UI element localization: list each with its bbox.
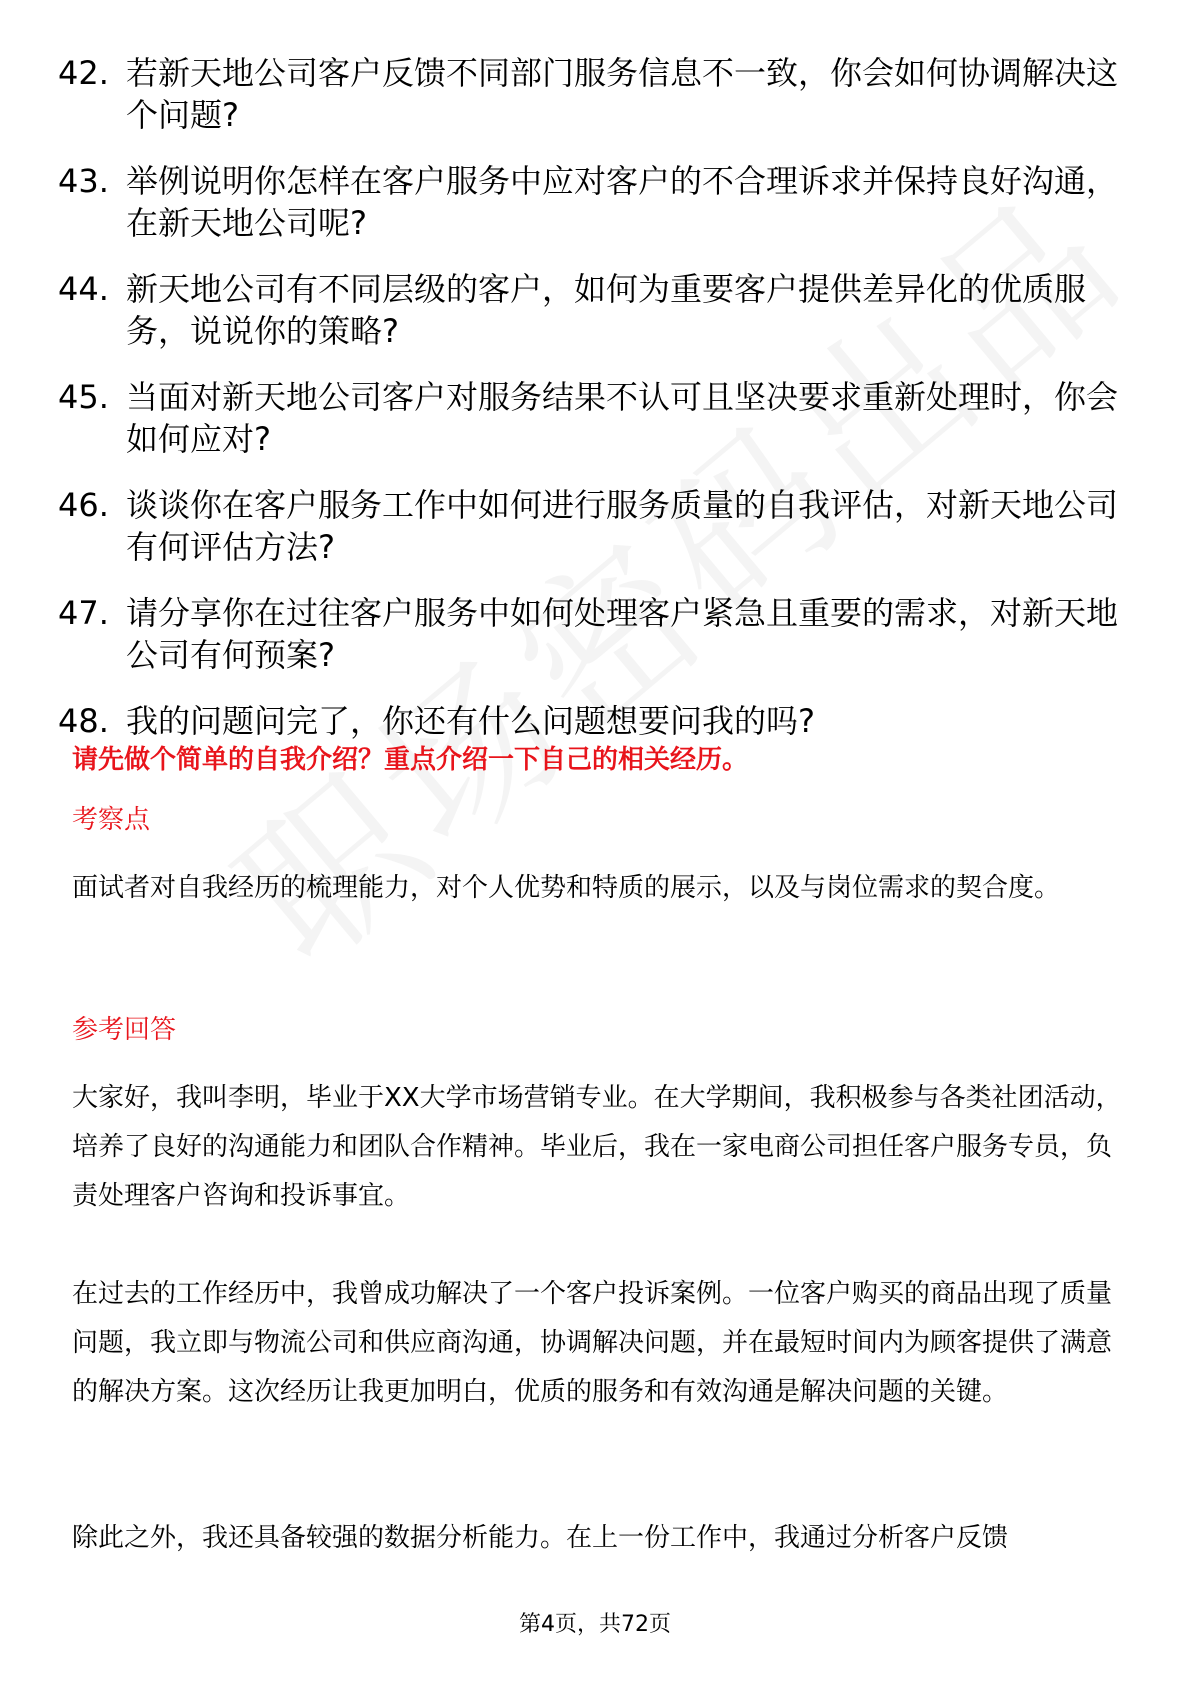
list-item (58, 484, 1118, 568)
question-text: 举例说明你怎样在客户服务中应对客户的不合理诉求并保持良好沟通，在新天地公司呢? (126, 162, 1119, 242)
answer-paragraph: 在过去的工作经历中，我曾成功解决了一个客户投诉案例。一位客户购买的商品出现了质量问题，我立即与物流公司和供应商沟通，协调解决问题，并在最短时间内为顾客提供了满意的解决方案。这次经历让我更加明白，优质的服务和有效沟通是解决问题的关键。 (72, 1279, 1113, 1407)
list-item (58, 592, 1118, 676)
question-number: 44. (58, 270, 109, 308)
question-text: 新天地公司有不同层级的客户，如何为重要客户提供差异化的优质服务，说说你的策略? (126, 270, 1087, 350)
list-item (58, 160, 1118, 244)
question-number: 47. (58, 594, 109, 632)
question-number: 48. (58, 702, 109, 740)
focus-heading: 考察点 (72, 805, 151, 835)
intro-question: 请先做个简单的自我介绍？重点介绍一下自己的相关经历。 (72, 745, 749, 775)
question-text: 我的问题问完了，你还有什么问题想要问我的吗? (126, 702, 815, 740)
list-item (58, 52, 1118, 136)
answer-paragraph: 大家好，我叫李明，毕业于XX大学市场营销专业。在大学期间，我积极参与各类社团活动，培养了良好的沟通能力和团队合作精神。毕业后，我在一家电商公司担任客户服务专员，负责处理客户咨询和投诉事宜。 (72, 1083, 1122, 1211)
question-number: 46. (58, 486, 109, 524)
question-text: 当面对新天地公司客户对服务结果不认可且坚决要求重新处理时，你会如何应对? (126, 378, 1119, 458)
answer-paragraph: 除此之外，我还具备较强的数据分析能力。在上一份工作中，我通过分析客户反馈 (72, 1523, 1009, 1553)
question-number: 43. (58, 162, 109, 200)
question-number: 45. (58, 378, 109, 416)
page-number-footer: 第4页，共72页 (519, 1612, 671, 1637)
list-item (58, 700, 1118, 742)
question-text: 谈谈你在客户服务工作中如何进行服务质量的自我评估，对新天地公司有何评估方法? (126, 486, 1119, 566)
question-list (58, 52, 1118, 766)
answer-heading: 参考回答 (72, 1015, 177, 1045)
question-text: 若新天地公司客户反馈不同部门服务信息不一致，你会如何协调解决这个问题? (126, 54, 1119, 134)
question-number: 42. (58, 54, 109, 92)
list-item (58, 376, 1118, 460)
question-text: 请分享你在过往客户服务中如何处理客户紧急且重要的需求，对新天地公司有何预案? (126, 594, 1119, 674)
list-item (58, 268, 1118, 352)
focus-text: 面试者对自我经历的梳理能力，对个人优势和特质的展示，以及与岗位需求的契合度。 (72, 873, 1061, 903)
